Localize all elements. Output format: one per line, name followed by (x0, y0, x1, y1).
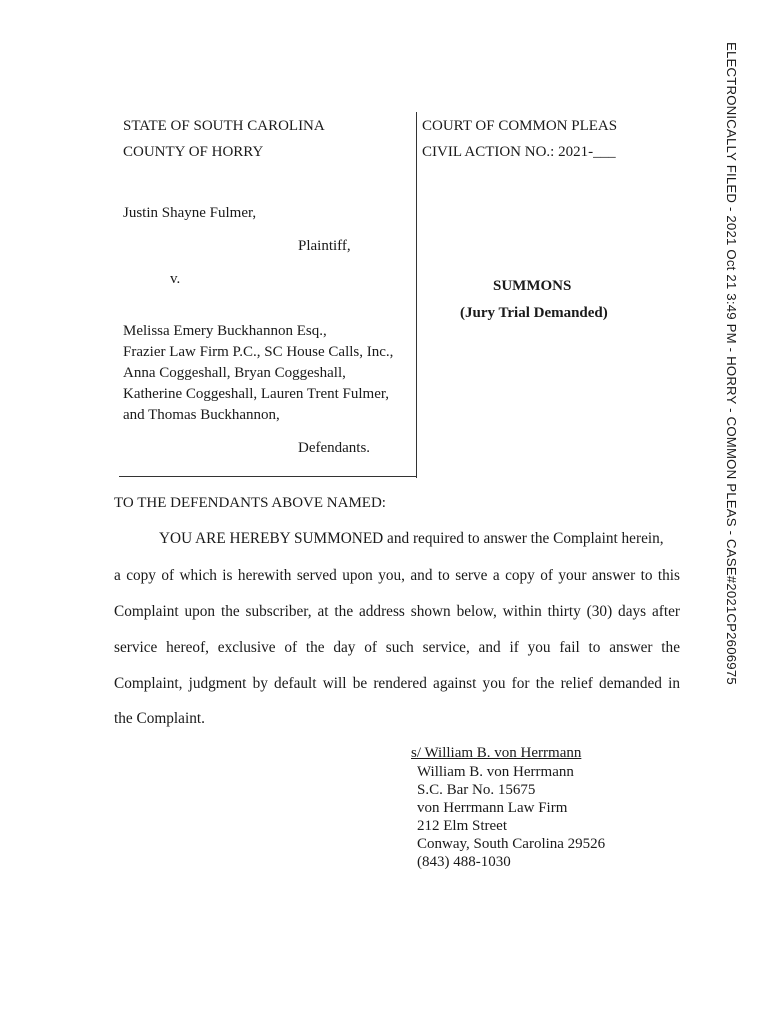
body-line: Complaint upon the subscriber, at the address shown below, within thirty (30) days after (114, 603, 680, 620)
city-state-zip: Conway, South Carolina 29526 (417, 836, 606, 852)
plaintiff-role: Plaintiff, (298, 238, 351, 254)
document-title: SUMMONS (493, 278, 572, 294)
attorney-name: William B. von Herrmann (417, 764, 574, 780)
body-line: YOU ARE HEREBY SUMMONED and required to answer the Complaint herein, (159, 530, 664, 547)
court-heading: COURT OF COMMON PLEAS (422, 118, 618, 134)
body-line: the Complaint. (114, 710, 205, 727)
defendant-line: Frazier Law Firm P.C., SC House Calls, Inc., (123, 344, 394, 360)
electronic-filing-stamp: ELECTRONICALLY FILED - 2021 Oct 21 3:49 PM - HORRY - COMMON PLEAS - CASE#2021CP2606975 (724, 42, 739, 685)
defendant-line: Melissa Emery Buckhannon Esq., (123, 323, 327, 339)
document-subtitle: (Jury Trial Demanded) (460, 305, 608, 321)
electronic-signature: s/ William B. von Herrmann (411, 745, 582, 761)
versus-label: v. (170, 271, 181, 287)
street-address: 212 Elm Street (417, 818, 507, 834)
county-heading: COUNTY OF HORRY (123, 144, 264, 160)
phone-number: (843) 488-1030 (417, 854, 511, 870)
state-heading: STATE OF SOUTH CAROLINA (123, 118, 325, 134)
salutation: TO THE DEFENDANTS ABOVE NAMED: (114, 495, 386, 511)
body-line: service hereof, exclusive of the day of such service, and if you fail to answer the (114, 639, 680, 656)
defendant-line: Katherine Coggeshall, Lauren Trent Fulmer, (123, 386, 390, 402)
body-line: a copy of which is herewith served upon you, and to serve a copy of your answer to this (114, 567, 680, 584)
bar-number: S.C. Bar No. 15675 (417, 782, 536, 798)
defendants-role: Defendants. (298, 440, 371, 456)
law-firm: von Herrmann Law Firm (417, 800, 568, 816)
body-line: Complaint, judgment by default will be rendered against you for the relief demanded in (114, 675, 680, 692)
plaintiff-name: Justin Shayne Fulmer, (123, 205, 257, 221)
defendant-line: and Thomas Buckhannon, (123, 407, 280, 423)
defendant-line: Anna Coggeshall, Bryan Coggeshall, (123, 365, 346, 381)
caption-horizontal-divider (119, 476, 417, 477)
caption-vertical-divider (416, 112, 417, 478)
civil-action-number: CIVIL ACTION NO.: 2021-___ (422, 144, 616, 160)
